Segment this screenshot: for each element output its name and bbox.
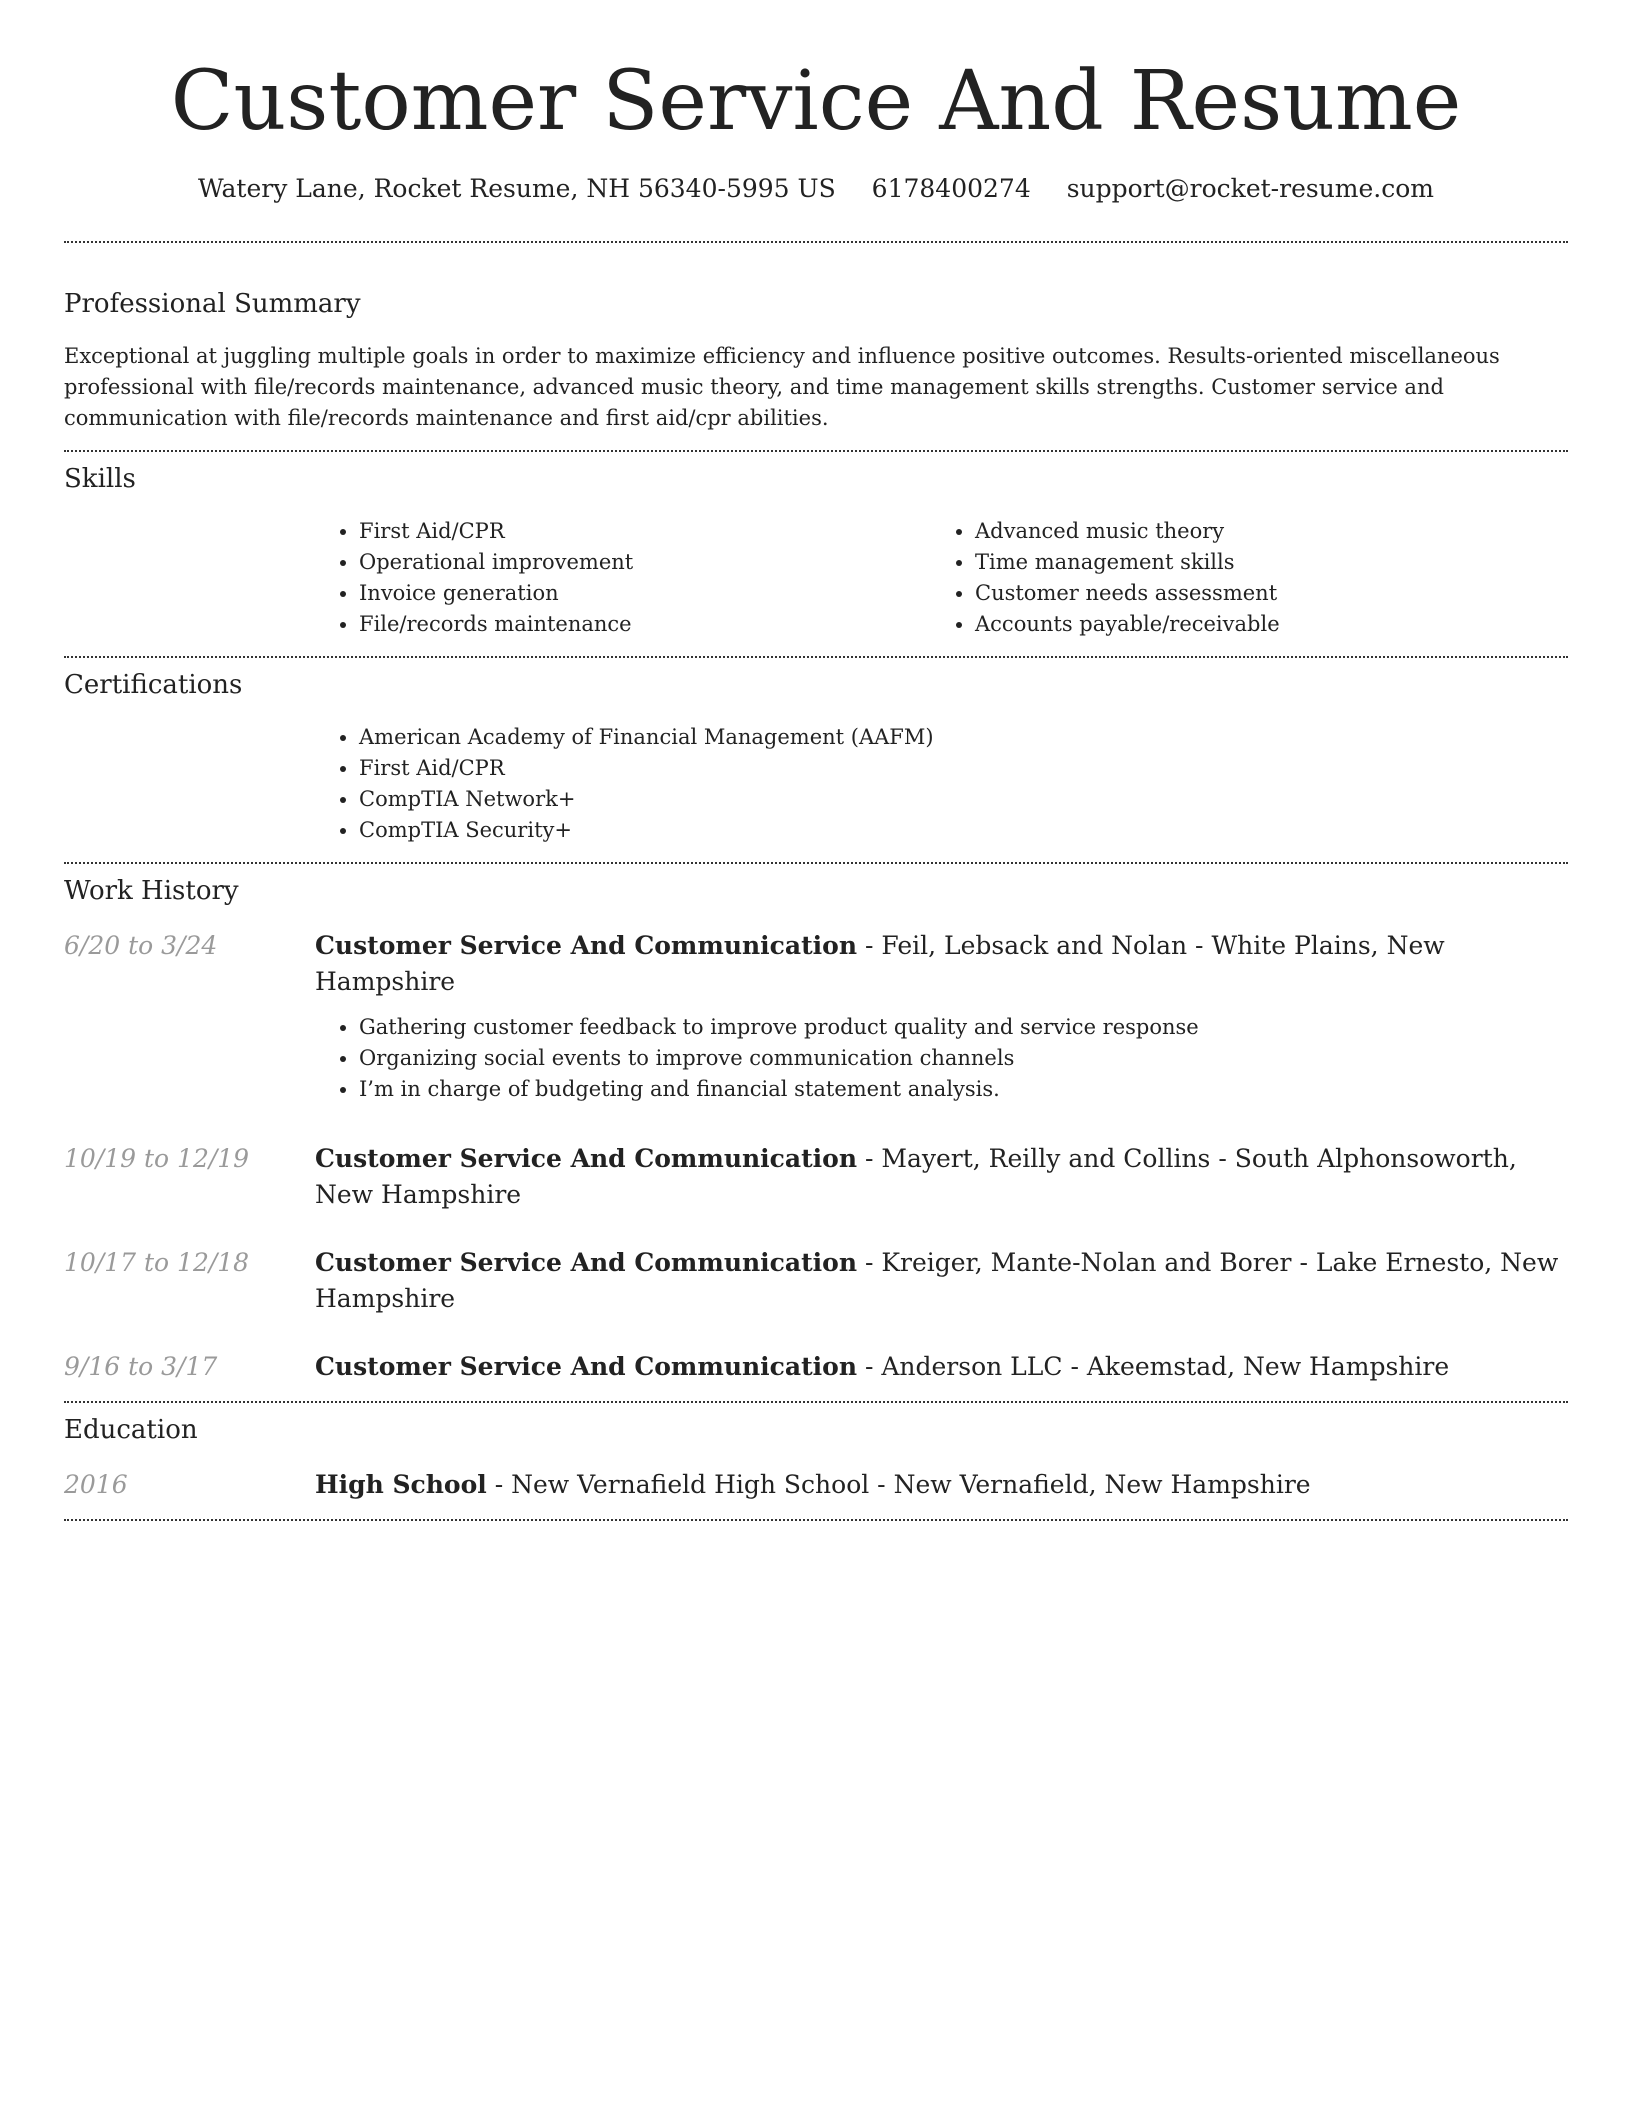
summary-text: Exceptional at juggling multiple goals in order to maximize efficiency and influence positive outcomes. Results-oriented miscellaneous professional with file/records maintenance, advanced music theory, and time management skills strengths. Customer service and communication with file/records maintenance and first aid/cpr abilities. bbox=[64, 344, 1500, 430]
contact-phone: 6178400274 bbox=[871, 174, 1031, 203]
section-divider bbox=[64, 1401, 1568, 1403]
certifications-title: Certifications bbox=[64, 670, 243, 700]
skill-item: • Customer needs assessment bbox=[975, 578, 1547, 609]
job-employer-location: - Kreiger, Mante-Nolan and Borer - Lake Ernesto, New Hampshire bbox=[315, 1248, 1559, 1313]
section-divider bbox=[64, 862, 1568, 864]
job-employer-location: - Mayert, Reilly and Collins - South Alphonsoworth, New Hampshire bbox=[315, 1144, 1517, 1209]
job-responsibilities bbox=[315, 1012, 1568, 1105]
job-title: Customer Service And Communication bbox=[315, 931, 857, 960]
job-dates: 9/16 to 3/17 bbox=[64, 1352, 218, 1381]
job-bullet: • I’m in charge of budgeting and financial statement analysis. bbox=[359, 1074, 1568, 1105]
skill-item: • Operational improvement bbox=[359, 547, 931, 578]
job-entry bbox=[64, 1141, 1568, 1213]
certification-item: • CompTIA Security+ bbox=[359, 815, 1568, 846]
education-degree: High School bbox=[315, 1470, 487, 1499]
job-dates: 10/19 to 12/19 bbox=[64, 1144, 250, 1173]
contact-line bbox=[64, 172, 1568, 206]
skills-list bbox=[315, 516, 1568, 640]
education-school-location: - New Vernafield High School - New Vernafield, New Hampshire bbox=[486, 1470, 1311, 1499]
work-history-section bbox=[64, 874, 1568, 1385]
skill-item: • Advanced music theory bbox=[975, 516, 1547, 547]
skill-item: • Accounts payable/receivable bbox=[975, 609, 1547, 640]
certification-item: • First Aid/CPR bbox=[359, 753, 1568, 784]
section-divider bbox=[64, 656, 1568, 658]
summary-title: Professional Summary bbox=[64, 289, 361, 319]
job-heading bbox=[315, 1349, 1568, 1385]
job-employer-location: - Anderson LLC - Akeemstad, New Hampshire bbox=[857, 1352, 1450, 1381]
skill-item: • Invoice generation bbox=[359, 578, 931, 609]
resume-page bbox=[64, 0, 1568, 1521]
education-title: Education bbox=[64, 1415, 198, 1445]
summary-section bbox=[64, 287, 1568, 434]
education-entry bbox=[64, 1467, 1568, 1503]
contact-email: support@rocket-resume.com bbox=[1066, 174, 1434, 203]
job-title: Customer Service And Communication bbox=[315, 1352, 857, 1381]
certifications-section bbox=[64, 668, 1568, 846]
education-heading bbox=[315, 1467, 1568, 1503]
skill-item: • First Aid/CPR bbox=[359, 516, 931, 547]
job-entry bbox=[64, 1349, 1568, 1385]
job-entry bbox=[64, 928, 1568, 1000]
job-title: Customer Service And Communication bbox=[315, 1248, 857, 1277]
job-employer-location: - Feil, Lebsack and Nolan - White Plains, New Hampshire bbox=[315, 931, 1445, 996]
skills-column-right bbox=[931, 516, 1547, 640]
section-divider bbox=[64, 1519, 1568, 1521]
job-dates: 10/17 to 12/18 bbox=[64, 1248, 250, 1277]
certifications-list bbox=[315, 722, 1568, 846]
job-heading bbox=[315, 1245, 1568, 1317]
job-title: Customer Service And Communication bbox=[315, 1144, 857, 1173]
education-section bbox=[64, 1413, 1568, 1503]
job-bullet: • Organizing social events to improve communication channels bbox=[359, 1043, 1568, 1074]
section-divider bbox=[64, 450, 1568, 452]
job-entry bbox=[64, 1245, 1568, 1317]
education-year: 2016 bbox=[64, 1470, 128, 1499]
section-divider bbox=[64, 241, 1568, 243]
job-bullet: • Gathering customer feedback to improve product quality and service response bbox=[359, 1012, 1568, 1043]
certification-item: • CompTIA Network+ bbox=[359, 784, 1568, 815]
skill-item: • Time management skills bbox=[975, 547, 1547, 578]
skill-item: • File/records maintenance bbox=[359, 609, 931, 640]
skills-title: Skills bbox=[64, 464, 136, 494]
skills-column-left bbox=[315, 516, 931, 640]
skills-section bbox=[64, 462, 1568, 640]
certification-item: • American Academy of Financial Management (AAFM) bbox=[359, 722, 1568, 753]
candidate-name: Customer Service And Resume bbox=[170, 54, 1462, 149]
contact-address: Watery Lane, Rocket Resume, NH 56340-5995 US bbox=[198, 174, 836, 203]
work-history-title: Work History bbox=[64, 876, 239, 906]
job-heading bbox=[315, 928, 1568, 1000]
job-heading bbox=[315, 1141, 1568, 1213]
job-dates: 6/20 to 3/24 bbox=[64, 931, 218, 960]
